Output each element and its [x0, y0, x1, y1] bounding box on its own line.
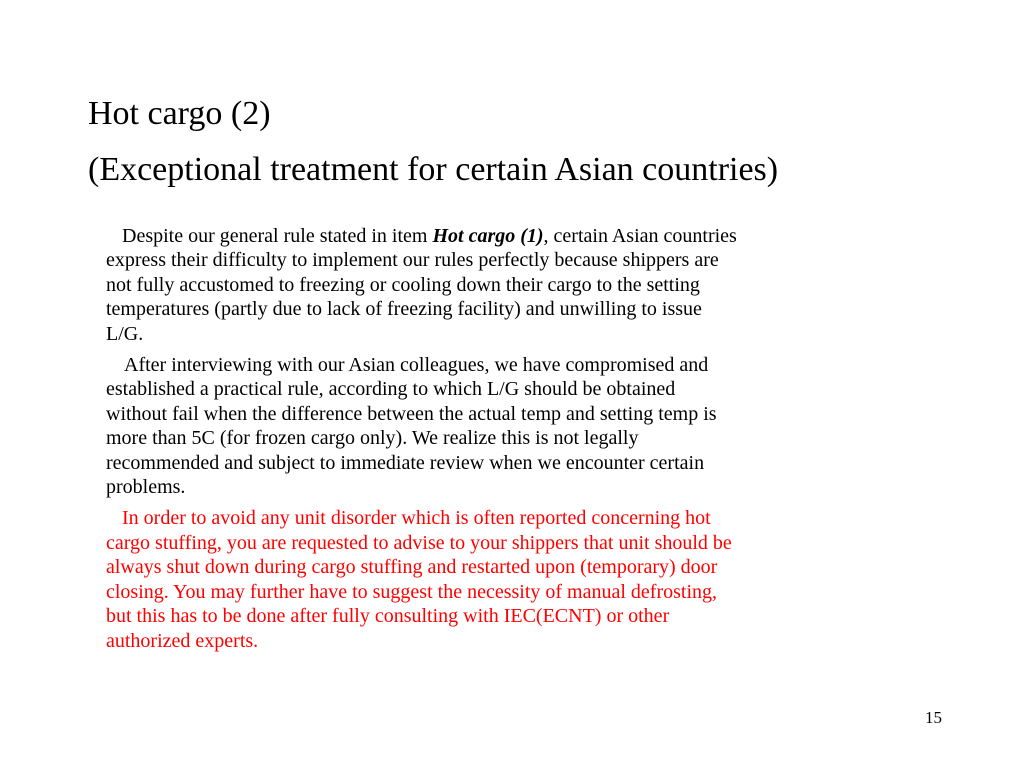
paragraph-line: problems. — [106, 476, 186, 499]
paragraph-line: authorized experts. — [106, 629, 259, 652]
slide-title-line-2: (Exceptional treatment for certain Asian countries) — [88, 151, 779, 188]
paragraph-line: L/G. — [106, 322, 144, 345]
page-number: 15 — [925, 708, 942, 727]
paragraph-line: not fully accustomed to freezing or cooling down their cargo to the setting — [106, 273, 700, 296]
slide-title — [88, 86, 968, 198]
paragraph-text: , certain Asian countries — [543, 225, 737, 247]
paragraph-line: established a practical rule, according to which L/G should be obtained — [106, 378, 676, 401]
paragraph-line: more than 5C (for frozen cargo only). We realize this is not legally — [106, 427, 639, 450]
slide-body — [106, 224, 938, 660]
paragraph-line: closing. You may further have to suggest the necessity of manual defrosting, — [106, 580, 717, 603]
paragraph-line: but this has to be done after fully consulting with IEC(ECNT) or other — [106, 605, 670, 628]
paragraph-general-rule — [106, 224, 938, 346]
paragraph-line: recommended and subject to immediate review when we encounter certain — [106, 451, 705, 474]
paragraph-line: After interviewing with our Asian colleagues, we have compromised and — [124, 354, 709, 377]
paragraph-line: always shut down during cargo stuffing and restarted upon (temporary) door — [106, 556, 718, 579]
paragraph-practical-rule — [106, 353, 938, 499]
item-reference: Hot cargo (1) — [432, 225, 544, 247]
paragraph-line — [122, 224, 938, 248]
paragraph-line: In order to avoid any unit disorder which is often reported concerning hot — [122, 507, 711, 530]
slide-title-line-1: Hot cargo (2) — [88, 95, 271, 132]
paragraph-line: express their difficulty to implement our rules perfectly because shippers are — [106, 249, 719, 272]
paragraph-stuffing-advice — [106, 506, 938, 652]
paragraph-line: cargo stuffing, you are requested to advise to your shippers that unit should be — [106, 531, 732, 554]
paragraph-text: Despite our general rule stated in item — [122, 225, 433, 247]
paragraph-line: without fail when the difference between the actual temp and setting temp is — [106, 402, 717, 425]
paragraph-line: temperatures (partly due to lack of freezing facility) and unwilling to issue — [106, 298, 702, 321]
